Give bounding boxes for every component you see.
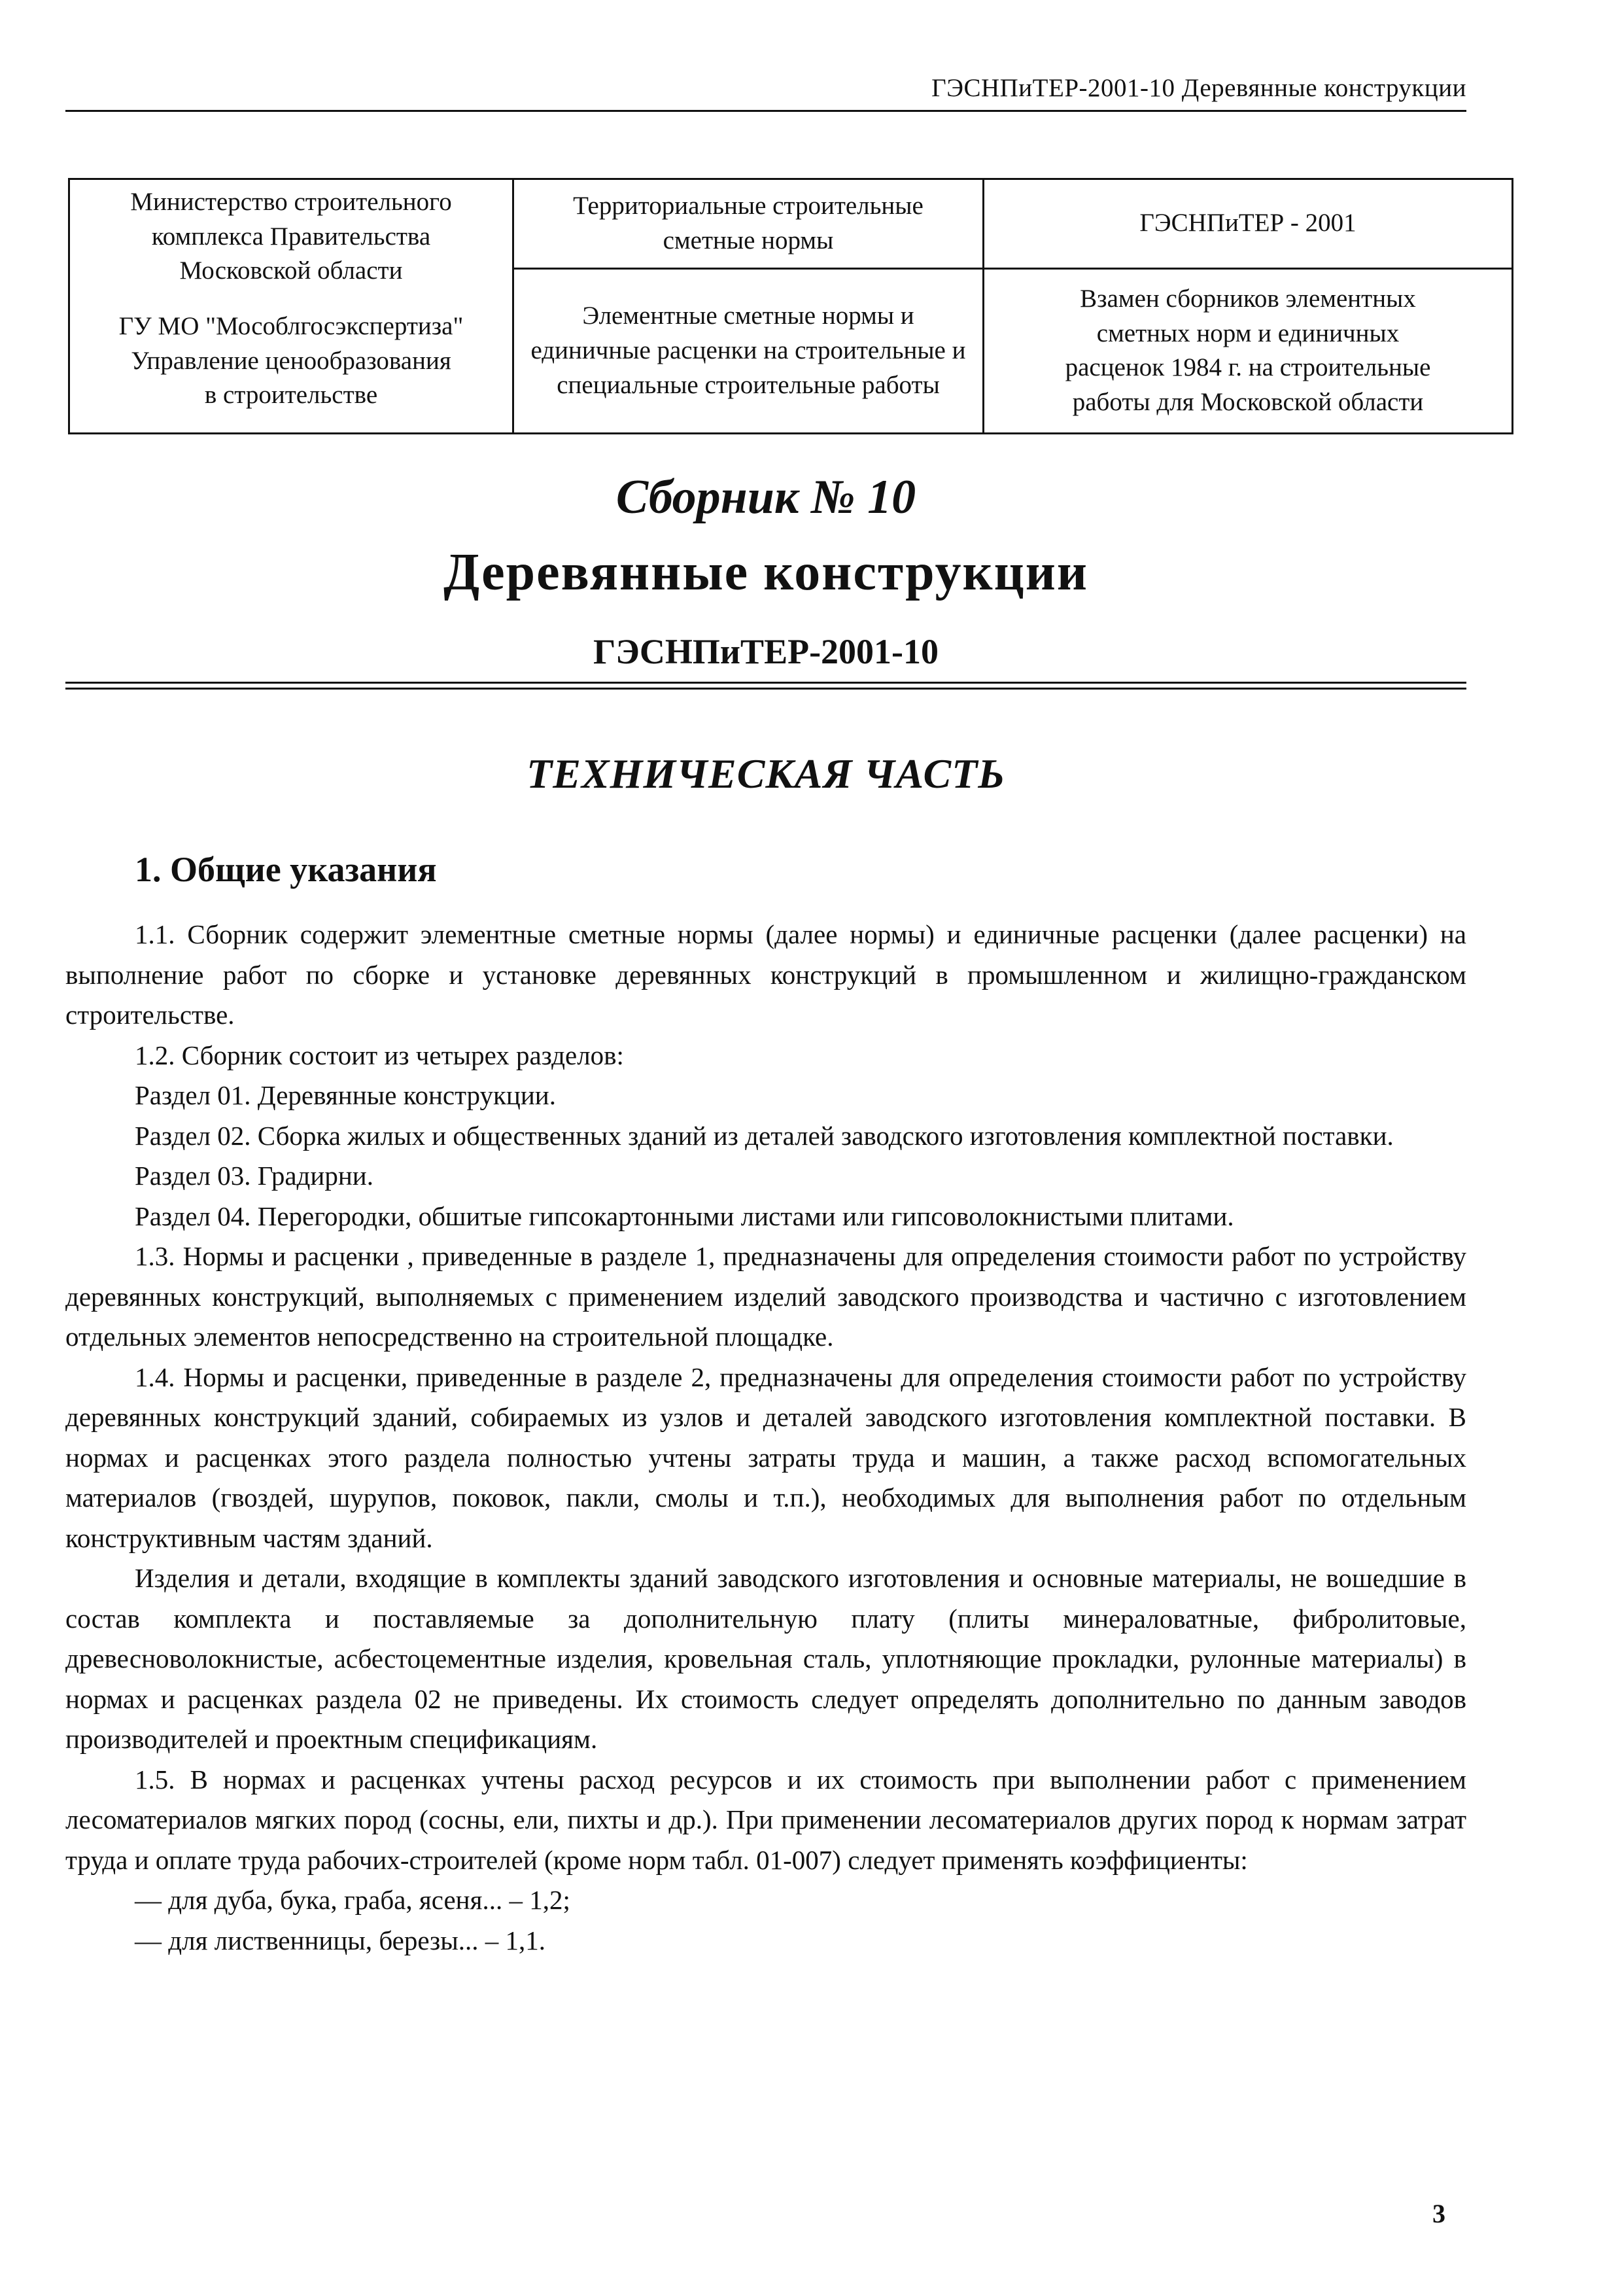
replaces-line: сметных норм и единичных	[1096, 319, 1400, 347]
part-title: ТЕХНИЧЕСКАЯ ЧАСТЬ	[527, 750, 1005, 797]
paragraph: 1.5. В нормах и расценках учтены расход ресурсов и их стоимость при выполнении работ с применением лесоматериалов мягких пород (сосны, ели, пихты и др.). При применении лесоматериалов других пород к нормам затрат труда и оплате труда рабочих-строителей (кроме норм табл. 01-007) следует применять коэффициенты:	[65, 1764, 1466, 1875]
issuer-line: Московской области	[179, 256, 403, 285]
replaces-line: Взамен сборников элементных	[1080, 285, 1416, 313]
paragraph: Раздел 02. Сборка жилых и общественных зданий из деталей заводского изготовления комплектной поставки.	[135, 1120, 1394, 1151]
scope-cell: Элементные сметные нормы и единичные расценки на строительные и специальные строительные работы	[513, 268, 984, 433]
collection-title: Деревянные конструкции	[443, 544, 1088, 601]
paragraph: 1.3. Нормы и расценки , приведенные в разделе 1, предназначены для определения стоимости работ по устройству деревянных конструкций, выполняемых с применением изделий заводского производства и частично с изготовлением отдельных элементов непосредственно на строительной площадке.	[65, 1241, 1466, 1352]
paragraph: 1.1. Сборник содержит элементные сметные нормы (далее нормы) и единичные расценки (далее расценки) на выполнение работ по сборке и установке деревянных конструкций в промышленном и жилищно-гражданском строительстве.	[65, 919, 1466, 1030]
collection-code: ГЭСНПиТЕР-2001-10	[593, 632, 939, 671]
title-double-rule	[65, 682, 1466, 690]
paragraph: Раздел 04. Перегородки, обшитые гипсокартонными листами или гипсоволокнистыми плитами.	[135, 1200, 1234, 1231]
paragraph: Изделия и детали, входящие в комплекты зданий заводского изготовления и основные материалы, не вошедшие в состав комплекта и поставляемые за дополнительную плату (плиты минераловатные, фибролитовые, древесноволокнистые, асбестоцементные изделия, кровельная сталь, уплотняющие прокладки, рулонные материалы) в нормах и расценках раздела 02 не приведены. Их стоимость следует определять дополнительно по данным заводов производителей и проектным спецификациям.	[65, 1563, 1466, 1754]
code-cell: ГЭСНПиТЕР - 2001	[984, 179, 1513, 269]
page-number: 3	[1432, 2199, 1445, 2228]
issuer-line: в строительстве	[204, 381, 378, 410]
replaces-line: расценок 1984 г. на строительные	[1065, 353, 1431, 382]
issuer-cell	[69, 179, 513, 434]
paragraph: 1.2. Сборник состоит из четырех разделов:	[135, 1040, 624, 1070]
replaces-cell	[984, 268, 1513, 433]
running-head: ГЭСНПиТЕР-2001-10 Деревянные конструкции	[931, 74, 1466, 102]
paragraph: 1.4. Нормы и расценки, приведенные в разделе 2, предназначены для определения стоимости работ по устройству деревянных конструкций зданий, собираемых из узлов и деталей заводского изготовления комплектной поставки. В нормах и расценках этого раздела полностью учтены затраты труда и машин, а также расход вспомогательных материалов (гвоздей, шурупов, поковок, пакли, смолы и т.п.), необходимых для выполнения работ по отдельным конструктивным частям зданий.	[65, 1361, 1466, 1553]
list-item: — для лиственницы, березы... – 1,1.	[135, 1925, 546, 1955]
replaces-line: работы для Московской области	[1072, 387, 1424, 416]
section-heading: 1. Общие указания	[135, 850, 437, 889]
collection-number: Сборник № 10	[615, 470, 916, 524]
paragraph: Раздел 03. Градирни.	[135, 1161, 373, 1191]
body-text	[65, 915, 1466, 1961]
issuer-gap	[82, 289, 500, 309]
issuer-line: Управление ценообразования	[131, 346, 451, 375]
issuer-line: комплекса Правительства	[151, 222, 431, 251]
list-item: — для дуба, бука, граба, ясеня... – 1,2;	[135, 1885, 570, 1915]
issuer-line: ГУ МО "Мособлгосэкспертиза"	[118, 311, 464, 340]
header-table	[68, 178, 1513, 434]
norms-type-cell: Территориальные строительные сметные нормы	[513, 179, 984, 269]
header-rule	[65, 110, 1466, 112]
issuer-line: Министерство строительного	[130, 188, 452, 216]
paragraph: Раздел 01. Деревянные конструкции.	[135, 1080, 556, 1110]
